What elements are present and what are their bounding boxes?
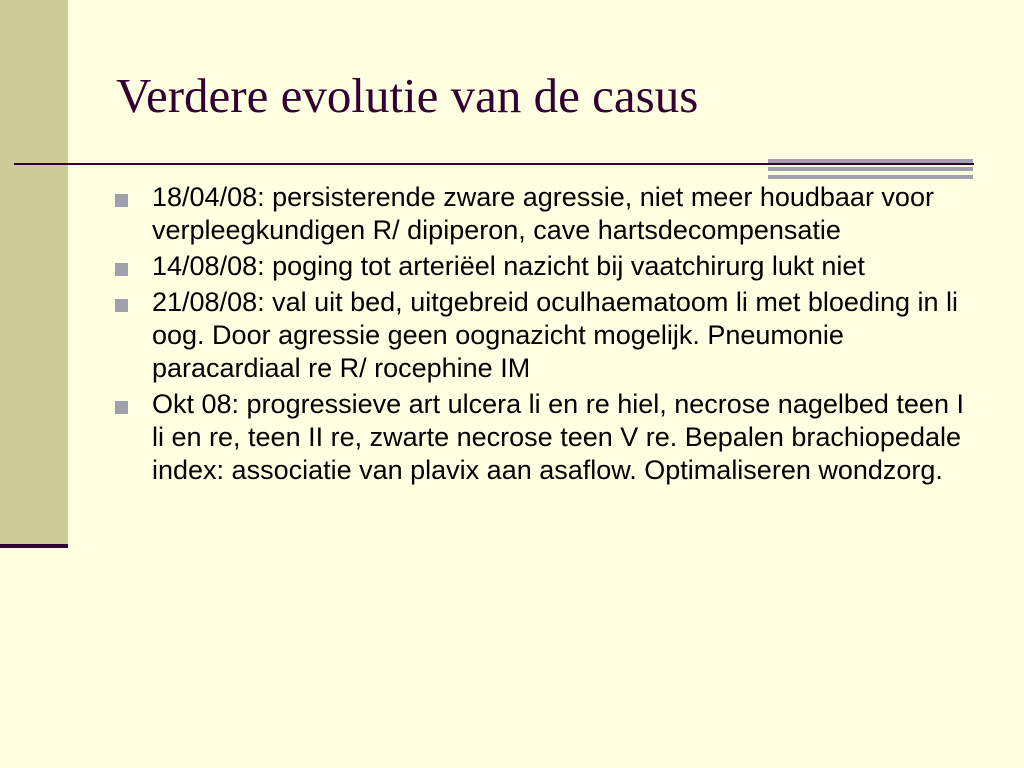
accent-bar [768, 167, 973, 171]
accent-bar [768, 175, 973, 179]
square-bullet-icon [115, 263, 128, 276]
bullet-text: Okt 08: progressieve art ulcera li en re hiel, necrose nagelbed teen I li en re, teen II re, zwarte necrose teen V re. Bepalen brachiopedale index: associatie van plavix aan asaflow. Optimaliseren wondzorg. [152, 389, 964, 485]
square-bullet-icon [115, 194, 128, 207]
bullet-item [115, 181, 975, 247]
accent-bar [768, 159, 973, 163]
bullet-list [115, 181, 975, 490]
accent-bars [768, 159, 973, 179]
left-decorative-band [0, 0, 68, 545]
square-bullet-icon [115, 401, 128, 414]
bullet-item [115, 286, 975, 385]
left-band-underline [0, 544, 68, 548]
bullet-item [115, 250, 975, 283]
slide-title: Verdere evolutie van de casus [116, 68, 699, 123]
square-bullet-icon [115, 299, 128, 312]
bullet-item [115, 388, 975, 487]
bullet-text: 21/08/08: val uit bed, uitgebreid oculhaematoom li met bloeding in li oog. Door agressie geen oognazicht mogelijk. Pneumonie paracardiaal re R/ rocephine IM [152, 287, 959, 383]
bullet-text: 14/08/08: poging tot arteriëel nazicht bij vaatchirurg lukt niet [152, 251, 865, 281]
bullet-text: 18/04/08: persisterende zware agressie, niet meer houdbaar voor verpleegkundigen R/ dipiperon, cave hartsdecompensatie [152, 182, 934, 245]
